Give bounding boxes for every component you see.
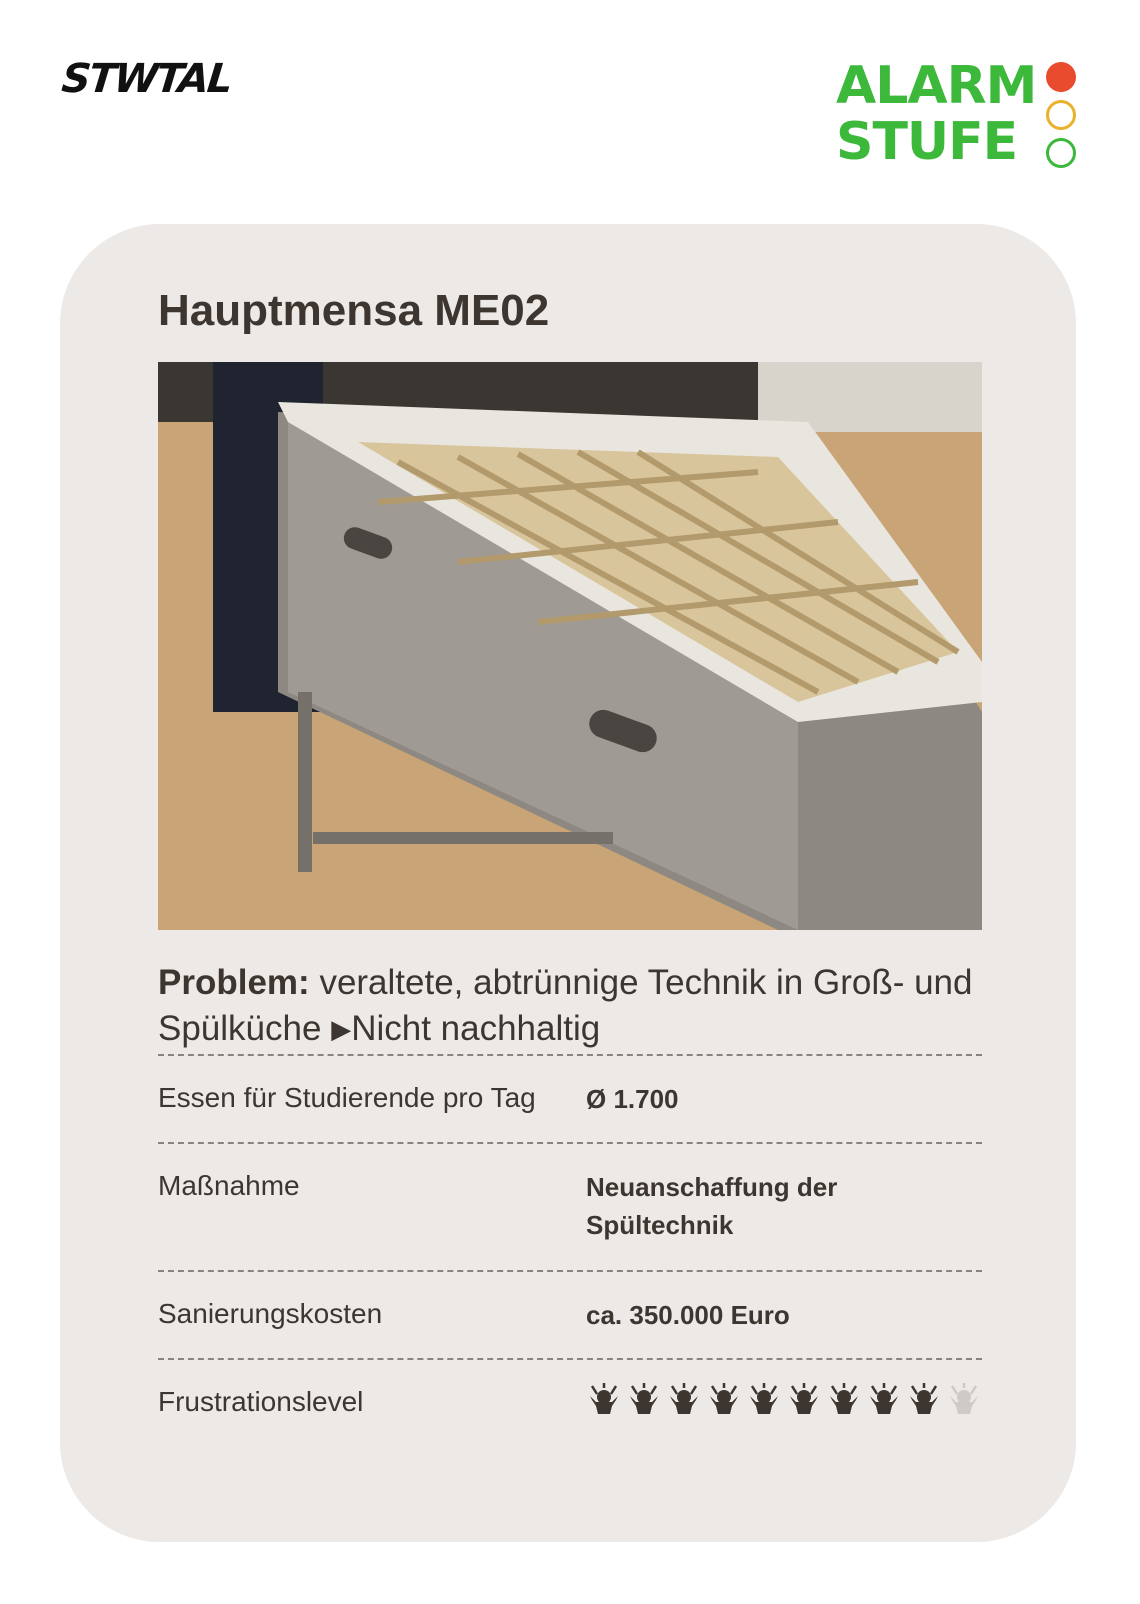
frustrated-person-icon: [666, 1380, 702, 1416]
frustrated-person-icon: [626, 1380, 662, 1416]
row-label: Maßnahme: [158, 1170, 300, 1201]
row-value: Neuanschaffung der Spültechnik: [586, 1172, 838, 1240]
frustration-rating: [586, 1380, 982, 1416]
frustrated-person-icon: [906, 1380, 942, 1416]
alarm-line1: ALARM: [836, 56, 1037, 116]
green-light-icon: [1046, 138, 1076, 168]
row-value: Ø 1.700: [586, 1084, 679, 1114]
row-measure: [158, 1142, 982, 1240]
info-card: [60, 224, 1076, 1542]
frustrated-person-icon: [586, 1380, 622, 1416]
row-costs: [158, 1270, 982, 1330]
problem-text: veraltete, abtrünnige Technik in Groß- und Spülküche: [158, 963, 973, 1048]
row-value: ca. 350.000 Euro: [586, 1300, 790, 1330]
row-frustration: [158, 1358, 982, 1417]
alarm-stufe-heading: [836, 58, 1036, 170]
yellow-light-icon: [1046, 100, 1076, 130]
alarm-line2: STUFE: [836, 112, 1018, 172]
frustrated-person-icon: [946, 1380, 982, 1416]
row-label: Frustrationslevel: [158, 1386, 364, 1417]
frustrated-person-icon: [746, 1380, 782, 1416]
frustrated-person-icon: [866, 1380, 902, 1416]
row-label: Sanierungskosten: [158, 1298, 383, 1329]
row-label: Essen für Studierende pro Tag: [158, 1082, 536, 1113]
problem-label: Problem:: [158, 963, 310, 1002]
dishwasher-conveyor-photo: [158, 362, 982, 930]
problem-conclusion: Nicht nachhaltig: [351, 1009, 601, 1048]
frustrated-person-icon: [826, 1380, 862, 1416]
dishwasher-photo: [158, 362, 982, 930]
problem-statement: [158, 960, 988, 1052]
frustrated-person-icon: [786, 1380, 822, 1416]
card-title: Hauptmensa ME02: [158, 286, 550, 335]
row-meals: [158, 1054, 982, 1114]
stwtal-logo: STWTAL: [59, 56, 234, 102]
arrow-right-icon: ▶: [331, 1014, 352, 1044]
red-light-icon: [1046, 62, 1076, 92]
frustrated-person-icon: [706, 1380, 742, 1416]
traffic-light: [1046, 62, 1076, 176]
